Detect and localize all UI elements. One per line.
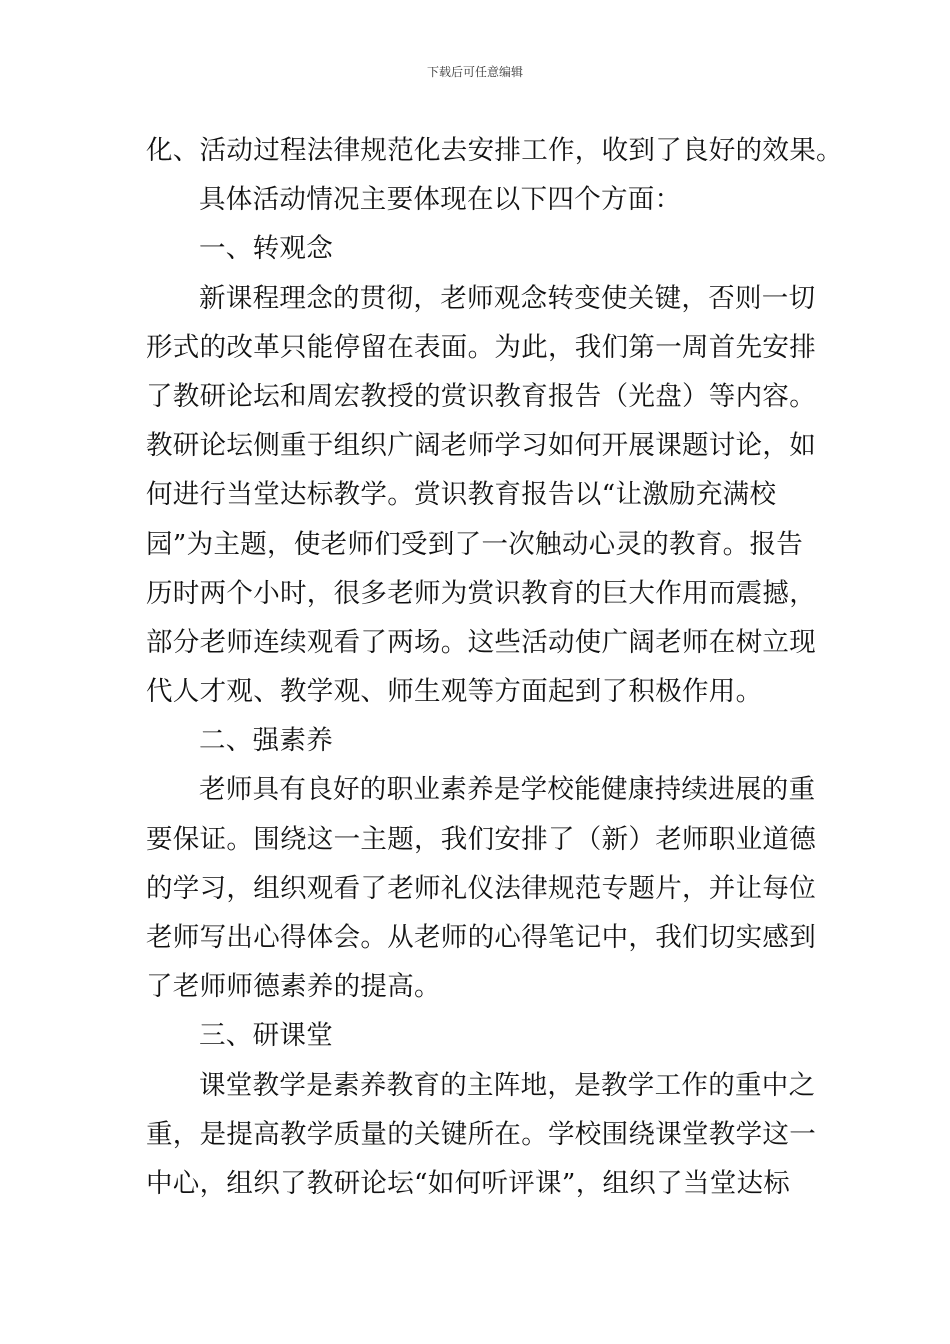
document-body	[146, 126, 843, 1208]
text-line: 何进行当堂达标教学。赏识教育报告以“让激励充满校	[146, 479, 777, 511]
text-line: 形式的改革只能停留在表面。为此，我们第一周首先安排	[146, 331, 816, 363]
text-line: 中心，组织了教研论坛“如何听评课”，组织了当堂达标	[146, 1167, 791, 1199]
text-line: 历时两个小时，很多老师为赏识教育的巨大作用而震撼，	[146, 577, 816, 609]
text-line: 了老师师德素养的提高。	[146, 971, 441, 1003]
text-line: 具体活动情况主要体现在以下四个方面：	[199, 184, 682, 216]
section-heading-2: 二、强素养	[199, 725, 333, 757]
text-line: 老师写出心得体会。从老师的心得笔记中，我们切实感到	[146, 922, 816, 953]
text-line: 重，是提高教学质量的关键所在。学校围绕课堂教学这一	[146, 1118, 816, 1150]
text-line: 化、活动过程法律规范化去安排工作，收到了良好的效果。	[146, 135, 843, 166]
text-line: 了教研论坛和周宏教授的赏识教育报告（光盘）等内容。	[146, 380, 816, 412]
text-line: 代人才观、教学观、师生观等方面起到了积极作用。	[146, 676, 763, 708]
page-header: 下载后可任意编辑	[426, 65, 523, 79]
text-line: 课堂教学是素养教育的主阵地，是教学工作的重中之	[199, 1069, 816, 1101]
section-heading-1: 一、转观念	[199, 233, 333, 265]
text-line: 教研论坛侧重于组织广阔老师学习如何开展课题讨论，如	[146, 430, 816, 462]
text-line: 的学习，组织观看了老师礼仪法律规范专题片，并让每位	[146, 872, 816, 904]
text-line: 要保证。围绕这一主题，我们安排了（新）老师职业道德	[146, 823, 816, 855]
text-line: 部分老师连续观看了两场。这些活动使广阔老师在树立现	[146, 626, 816, 658]
text-line: 老师具有良好的职业素养是学校能健康持续进展的重	[199, 774, 816, 806]
text-line: 新课程理念的贯彻，老师观念转变使关键，否则一切	[199, 282, 816, 314]
text-line: 园”为主题，使老师们受到了一次触动心灵的教育。报告	[146, 528, 804, 560]
section-heading-3: 三、研课堂	[199, 1020, 333, 1052]
